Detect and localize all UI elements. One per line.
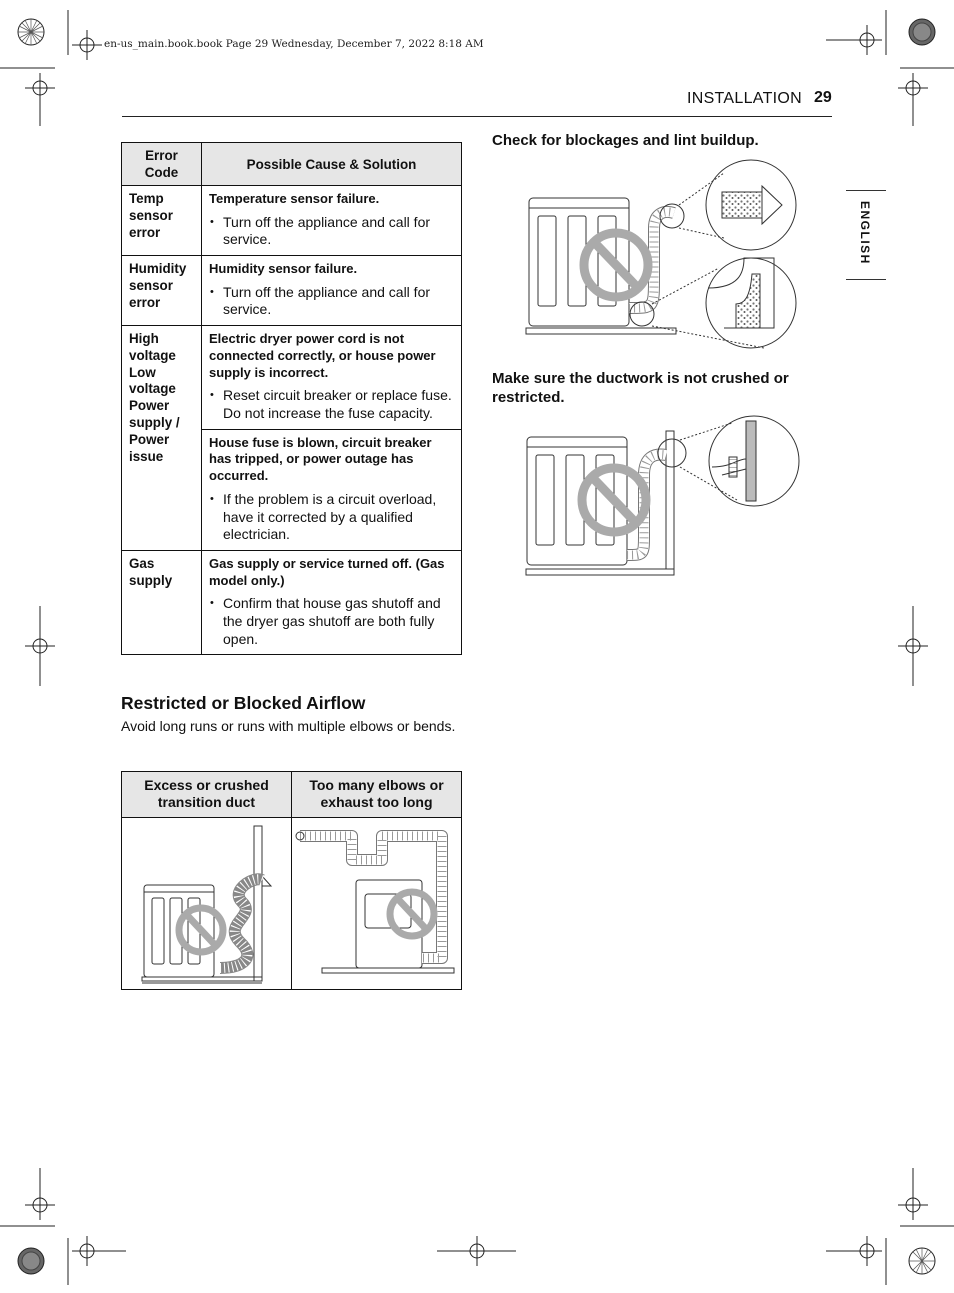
solution-item: • Confirm that house gas shutoff and the dryer gas shutoff are both fully open. <box>223 595 453 648</box>
cause-solution-cell <box>202 186 462 256</box>
section-title: INSTALLATION <box>686 90 802 107</box>
cause-text: Electric dryer power cord is not connected correctly, or house power supply is incorrect. <box>209 330 436 380</box>
crushed-duct-illustration <box>122 818 291 988</box>
cause-solution-cell <box>202 550 462 654</box>
crushed-ductwork-illustration <box>522 415 802 580</box>
airflow-header-crushed: Excess or crushed transition duct <box>122 772 291 818</box>
column-header-cause-solution: Possible Cause & Solution <box>202 143 462 186</box>
airflow-table <box>121 771 462 990</box>
cause-solution-cell <box>202 325 462 429</box>
airflow-column-crushed <box>122 772 292 989</box>
language-tab <box>846 190 886 280</box>
error-table <box>121 142 462 655</box>
cause-text: Temperature sensor failure. <box>209 191 380 206</box>
lint-buildup-illustration <box>524 158 804 353</box>
cause-text: House fuse is blown, circuit breaker has tripped, or power outage has occurred. <box>209 434 432 484</box>
header-rule <box>122 116 832 117</box>
elbows-duct-illustration <box>292 818 461 988</box>
table-row <box>122 186 462 256</box>
page-number: 29 <box>814 89 832 106</box>
error-code: High voltage Low voltage Power supply / Power issue <box>122 325 202 550</box>
cause-text: Gas supply or service turned off. (Gas model only.) <box>209 555 445 588</box>
print-info: en-us_main.book.book Page 29 Wednesday, December 7, 2022 8:18 AM <box>104 38 484 50</box>
solution-item: • Reset circuit breaker or replace fuse. Do not increase the fuse capacity. <box>223 387 453 422</box>
cause-solution-cell <box>202 429 462 550</box>
table-row <box>122 550 462 654</box>
language-label: ENGLISH <box>858 201 872 265</box>
column-header-error-code: Error Code <box>122 143 202 186</box>
error-code: Humidity sensor error <box>122 255 202 325</box>
table-row <box>122 325 462 429</box>
solution-item: • If the problem is a circuit overload, have it corrected by a qualified electrician. <box>223 491 453 544</box>
airflow-title: Restricted or Blocked Airflow <box>121 693 366 713</box>
solution-item: • Turn off the appliance and call for service. <box>223 214 453 249</box>
error-code: Gas supply <box>122 550 202 654</box>
error-code: Temp sensor error <box>122 186 202 256</box>
airflow-column-elbows <box>292 772 461 989</box>
airflow-header-elbows: Too many elbows or exhaust too long <box>292 772 461 818</box>
cause-solution-cell <box>202 255 462 325</box>
table-header-row <box>122 143 462 186</box>
blockage-heading: Check for blockages and lint buildup. <box>492 132 759 149</box>
ductwork-heading: Make sure the ductwork is not crushed or restricted. <box>492 370 789 406</box>
airflow-body: Avoid long runs or runs with multiple elbows or bends. <box>121 718 456 734</box>
solution-item: • Turn off the appliance and call for service. <box>223 284 453 319</box>
table-row <box>122 255 462 325</box>
cause-text: Humidity sensor failure. <box>209 260 358 276</box>
